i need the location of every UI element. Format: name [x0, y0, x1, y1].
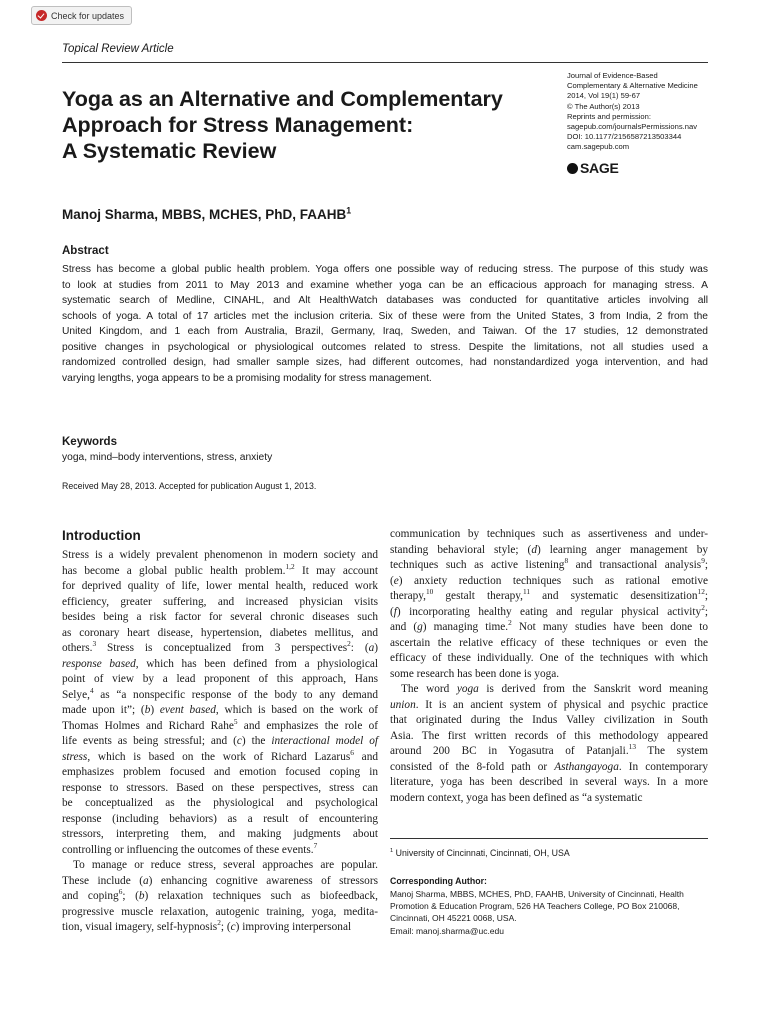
abstract-line: systematic search of Medline, CINAHL, and Alt HealthWatch databases was conducted for quantitative articles involving all — [62, 295, 708, 306]
body-text-line: Stress is a widely prevalent phenomenon in modern society and — [62, 549, 378, 561]
body-text-line: life events as being stressful; and (c) the interactional model of — [62, 735, 378, 747]
permissions-link[interactable]: sagepub.com/journalsPermissions.nav — [567, 122, 698, 132]
keywords-heading: Keywords — [62, 436, 117, 448]
body-text-line: Asia. The first written records of this methodology appeared — [390, 729, 708, 742]
title-line: Approach for Stress Management: — [62, 113, 414, 137]
body-text-line: response (including behaviors) as a result of encountering — [62, 812, 378, 825]
reprints-label: Reprints and permission: — [567, 111, 651, 121]
body-text-line: emphasizes problem focused and emotion focused coping in — [62, 766, 378, 778]
corresponding-line: Cincinnati, OH 45221 0068, USA. — [390, 913, 517, 924]
body-text-line: union. It is an ancient system of physical and psychic practice — [390, 698, 708, 711]
affiliation-footnote — [390, 848, 570, 858]
body-text-line: stress, which is based on the work of Richard Lazarus$^6$ and — [62, 747, 378, 763]
body-text-line: techniques such as active listening$^8$ and transactional analysis$^9$; — [390, 556, 708, 571]
affiliation-text: University of Cincinnati, Cincinnati, OH, USA — [395, 848, 570, 858]
journal-info — [567, 71, 757, 153]
corresponding-line: Promotion & Education Program, 526 HA Teachers College, PO Box 210068, — [390, 901, 680, 912]
body-text-line: To manage or reduce stress, several approaches are popular. — [73, 859, 378, 871]
body-text-line: communication by techniques such as assertiveness and under- — [390, 528, 708, 540]
copyright: © The Author(s) 2013 — [567, 101, 640, 111]
check-for-updates-label: Check for updates — [51, 10, 125, 21]
abstract-line: United Kingdom, and 1 each from Australia, Brazil, Germany, Iraq, Sweden, and Taiwan. Of the 17 studies, 12 demonstrated — [62, 326, 708, 337]
body-text-line: Selye,$^4$ as “a nonspecific response of the body to any demand — [62, 685, 378, 701]
body-text-line: some research has been done is yoga. — [390, 667, 560, 680]
corresponding-email[interactable]: Email: manoj.sharma@uc.edu — [390, 925, 504, 936]
abstract-line: Stress has become a global public health problem. Yoga offers one possible way of reducing stress. The purpose of this study was — [62, 264, 708, 275]
sage-logo — [567, 160, 618, 176]
body-text-line: Thomas Holmes and Richard Rahe$^5$ and emphasizes the role of — [62, 716, 379, 732]
sage-logo-icon — [567, 163, 578, 174]
body-text-line: standing behavioral style; (d) learning anger management by — [390, 543, 708, 556]
body-text-line: for deprived quality of life, lower mental health, reduced work — [62, 580, 378, 592]
body-text-line: response to stressors. Based on these perspectives, stress can — [62, 781, 378, 794]
author-affiliation-mark: 1 — [346, 205, 352, 216]
article-type-label: Topical Review Article — [62, 43, 174, 55]
abstract-line: varying lengths, yoga appears to be a promising modality for stress management. — [62, 372, 432, 384]
journal-name-line: Journal of Evidence-Based — [567, 71, 658, 80]
body-text-line: efficiency, greater suffering, and increased physician visits — [62, 595, 378, 608]
journal-site-link[interactable]: cam.sagepub.com — [567, 142, 630, 152]
author-name: Manoj Sharma, MBBS, MCHES, PhD, FAAHB — [62, 207, 347, 222]
body-text-line: (e) anxiety reduction techniques such as rational emotive — [390, 574, 708, 587]
body-text-line: and coping$^6$; (b) relaxation techniques such as biofeedback, — [62, 887, 379, 902]
body-text-line: ascertain the relative efficacy of these techniques or even the — [390, 636, 708, 649]
body-text-line: The word yoga is derived from the Sanskrit word meaning — [401, 683, 708, 695]
body-column-left — [62, 548, 378, 936]
body-text-line: be conceptualized as the physiological and psychological — [62, 797, 378, 809]
body-text-line: and (g) managing time.$^2$ Not many studies have been done to — [390, 618, 708, 633]
abstract-line: to look at studies from 2011 to May 2013 and examine whether yoga can be an efficacious approach for managing stress. A — [62, 279, 708, 291]
body-text-line: point of view by a lead proponent of this approach, Hans — [62, 673, 378, 685]
abstract-heading: Abstract — [62, 245, 109, 257]
body-text-line: modern context, yoga has been defined as “a systematic — [390, 791, 643, 804]
body-text-line: These include (a) enhancing cognitive awareness of stressors — [62, 874, 378, 887]
sage-logo-text: SAGE — [580, 160, 619, 176]
title-line: Yoga as an Alternative and Complementary — [62, 87, 503, 111]
body-text-line: as coronary heart disease, hypertension, diabetes mellitus, and — [62, 626, 378, 639]
body-text-line: (f) incorporating healthy eating and regular physical activity$^2$; — [390, 602, 708, 618]
article-title — [62, 86, 562, 164]
abstract-line: randomized controlled design, had smaller sample sizes, had different outcomes, had nonstandardized yoga intervention, and had — [62, 357, 708, 368]
abstract-body — [62, 262, 708, 386]
volume-issue: 2014, Vol 19(1) 59-67 — [567, 91, 641, 101]
body-text-line: has become a global public health problem.$^{1,2}$ It may account — [62, 561, 378, 577]
body-text-line: controlling or influencing the outcomes of these events.$^7$ — [62, 840, 318, 856]
keywords-list: yoga, mind–body interventions, stress, anxiety — [62, 452, 273, 463]
author-line — [62, 207, 351, 222]
body-column-right — [390, 527, 708, 806]
journal-name-line: Complementary & Alternative Medicine — [567, 81, 698, 91]
body-text-line: progressive muscle relaxation, autogenic training, yoga, medita- — [62, 905, 378, 918]
abstract-line: schools of yoga. A total of 17 articles met the inclusion criteria. Six of these were from the United States, 3 from India, 2 from the — [62, 310, 708, 322]
body-text-line: besides being a risk factor for several chronic diseases such — [62, 611, 378, 623]
corresponding-author-heading: Corresponding Author: — [390, 876, 487, 886]
body-text-line: that originated during the Indus Valley civilization in South — [390, 714, 708, 726]
body-text-line: around 200 BC in Yogasutra of Patanjali.$^{13}$ The system — [390, 742, 709, 757]
body-text-line: stressors, interpreting them, and making judgments about — [62, 828, 378, 840]
doi-link[interactable]: DOI: 10.1177/2156587213503344 — [567, 132, 682, 142]
title-line: A Systematic Review — [62, 139, 277, 163]
body-text-line: made upon it”; (b) event based, which is based on the work of — [62, 704, 378, 716]
received-dates: Received May 28, 2013. Accepted for publication August 1, 2013. — [62, 481, 317, 491]
body-text-line: consisted of the 8-fold path or Asthangayoga. In contemporary — [390, 760, 708, 773]
body-text-line: efficacy of these individually. One of the techniques with which — [390, 652, 708, 664]
body-text-line: therapy,$^{10}$ gestalt therapy,$^{11}$ and systematic desensitization$^{12}$; — [390, 587, 708, 602]
footnote-divider — [390, 838, 708, 839]
affiliation-mark: 1 — [390, 848, 394, 855]
corresponding-line: Manoj Sharma, MBBS, MCHES, PhD, FAAHB, University of Cincinnati, Health — [390, 889, 684, 899]
abstract-line: positive changes in psychological or physiological outcomes related to stress. Despite the limitations, not all studies used a — [62, 341, 708, 353]
body-text-line: literature, yoga has been described in several ways. In a more — [390, 776, 708, 788]
introduction-heading: Introduction — [62, 528, 141, 543]
body-text-line: response based, which has been defined from a physiological — [62, 657, 378, 670]
check-for-updates-badge[interactable] — [31, 6, 132, 25]
body-text-line: others.$^3$ Stress is conceptualized from 3 perspectives$^2$: (a) — [62, 639, 379, 654]
header-divider — [62, 62, 708, 63]
check-circle-icon — [36, 10, 47, 21]
body-text-line: tion, visual imagery, self-hypnosis$^2$; (c) improving interpersonal — [62, 918, 352, 933]
corresponding-author-details — [390, 888, 708, 937]
